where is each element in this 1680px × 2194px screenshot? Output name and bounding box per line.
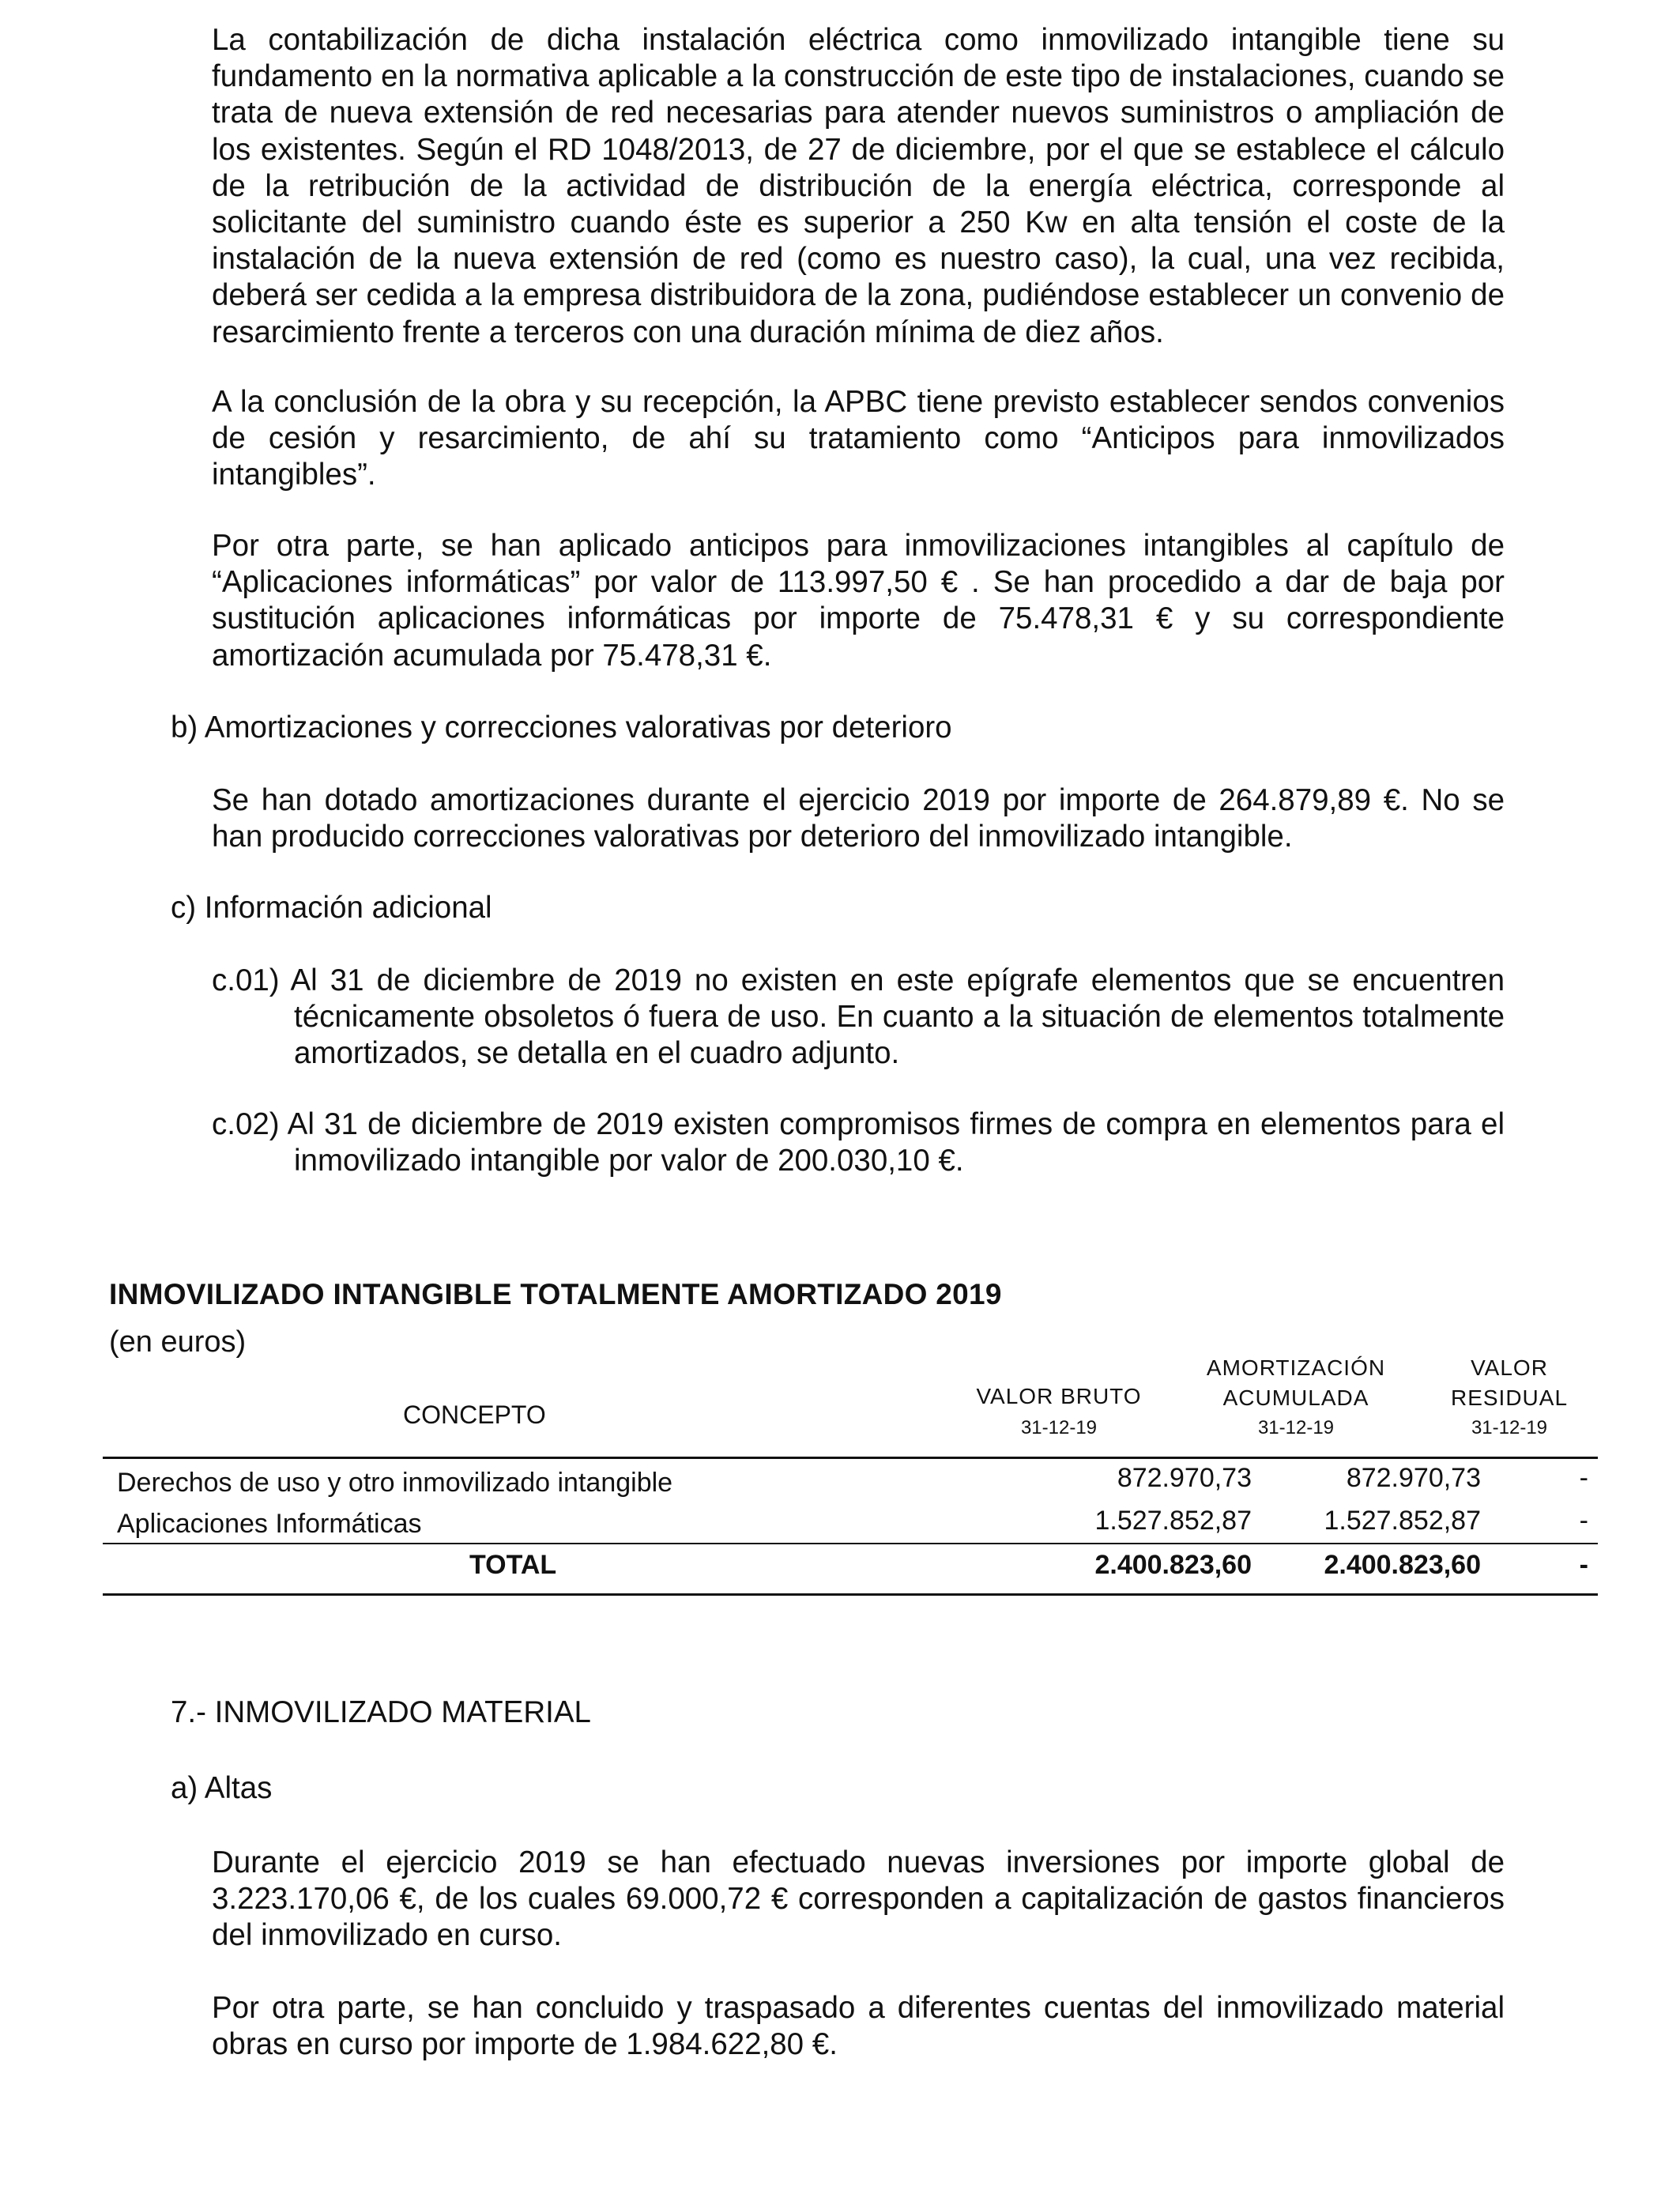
section-7-heading: 7.- INMOVILIZADO MATERIAL <box>171 1695 591 1729</box>
total-bottom-rule <box>103 1593 1598 1596</box>
row-concepto: Derechos de uso y otro inmovilizado intangible <box>117 1468 673 1498</box>
section-7a-paragraph-obras-en-curso: Por otra parte, se han concluido y traspasado a diferentes cuentas del inmovilizado material obras en curso por importe de 1.984.622,80 €. <box>212 1991 1505 2062</box>
total-residual: - <box>1579 1550 1588 1580</box>
section-7a-heading: a) Altas <box>171 1771 273 1805</box>
header-amortizacion-line1: AMORTIZACIÓN <box>1206 1355 1386 1380</box>
row-concepto: Aplicaciones Informáticas <box>117 1509 422 1539</box>
header-residual-date: 31-12-19 <box>1471 1417 1548 1438</box>
header-amortizacion-line2: ACUMULADA <box>1222 1385 1369 1410</box>
total-amortizacion: 2.400.823,60 <box>1324 1550 1481 1580</box>
section-7a-paragraph-inversiones: Durante el ejercicio 2019 se han efectuado nuevas inversiones por importe global de 3.223.170,06 €, de los cuales 69.000,72 € corresponden a capitalización de gastos financieros del inmovilizado en curso. <box>212 1845 1505 1953</box>
table-title: INMOVILIZADO INTANGIBLE TOTALMENTE AMORTIZADO 2019 <box>109 1278 1002 1310</box>
section-b-text: Se han dotado amortizaciones durante el ejercicio 2019 por importe de 264.879,89 €. No se han producido correcciones valorativas por deterioro del inmovilizado intangible. <box>212 783 1505 854</box>
header-residual-line2: RESIDUAL <box>1450 1385 1569 1410</box>
header-valor-bruto-date: 31-12-19 <box>1020 1417 1098 1438</box>
row-valor-bruto: 1.527.852,87 <box>1094 1506 1252 1536</box>
row-valor-bruto: 872.970,73 <box>1117 1463 1252 1493</box>
paragraph-conclusion-obra: A la conclusión de la obra y su recepción, la APBC tiene previsto establecer sendos convenios de cesión y resarcimiento, de ahí su tratamiento como “Anticipos para inmovilizados intangibles”. <box>212 385 1505 492</box>
section-c01-text: c.01) Al 31 de diciembre de 2019 no existen en este epígrafe elementos que se encuentren técnicamente obsoletos ó fuera de uso. En cuanto a la situación de elementos totalmente amortizados, se detalla en el cuadro adjunto. <box>212 963 1505 1071</box>
total-valor-bruto: 2.400.823,60 <box>1094 1550 1252 1580</box>
paragraph-anticipos: Por otra parte, se han aplicado anticipos para inmovilizaciones intangibles al capítulo de “Aplicaciones informáticas” por valor de 113.997,50 € . Se han procedido a dar de baja por sustitución aplicaciones informáticas por importe de 75.478,31 € y su correspondiente amortización acumulada por 75.478,31 €. <box>212 529 1505 673</box>
table-units: (en euros) <box>109 1325 247 1359</box>
row-residual: - <box>1579 1463 1588 1493</box>
paragraph-contabilizacion: La contabilización de dicha instalación eléctrica como inmovilizado intangible tiene su fundamento en la normativa aplicable a la construcción de este tipo de instalaciones, cuando se trata de nueva extensión de red necesarias para atender nuevos suministros o ampliación de los existentes. Según el RD 1048/2013, de 27 de diciembre, por el que se establece el cálculo de la retribución de la actividad de distribución de la energía eléctrica, corresponde al solicitante del suministro cuando éste es superior a 250 Kw en alta tensión el coste de la instalación de la nueva extensión de red (como es nuestro caso), la cual, una vez recibida, deberá ser cedida a la empresa distribuidora de la zona, pudiéndose establecer un convenio de resarcimiento frente a terceros con una duración mínima de diez años. <box>212 23 1505 349</box>
section-c02-text: c.02) Al 31 de diciembre de 2019 existen compromisos firmes de compra en elementos para el inmovilizado intangible por valor de 200.030,10 €. <box>212 1107 1505 1178</box>
header-residual-line1: VALOR <box>1471 1355 1548 1380</box>
section-b-heading: b) Amortizaciones y correcciones valorativas por deterioro <box>171 711 952 745</box>
row-amortizacion: 1.527.852,87 <box>1324 1506 1481 1536</box>
header-valor-bruto: VALOR BRUTO <box>976 1384 1142 1408</box>
section-c-heading: c) Información adicional <box>171 891 492 925</box>
header-amortizacion-date: 31-12-19 <box>1257 1417 1335 1438</box>
total-label: TOTAL <box>469 1550 557 1580</box>
header-rule <box>103 1457 1598 1459</box>
row-residual: - <box>1579 1506 1588 1536</box>
row-amortizacion: 872.970,73 <box>1346 1463 1481 1493</box>
total-top-rule <box>103 1543 1598 1544</box>
header-concepto: CONCEPTO <box>403 1400 546 1429</box>
